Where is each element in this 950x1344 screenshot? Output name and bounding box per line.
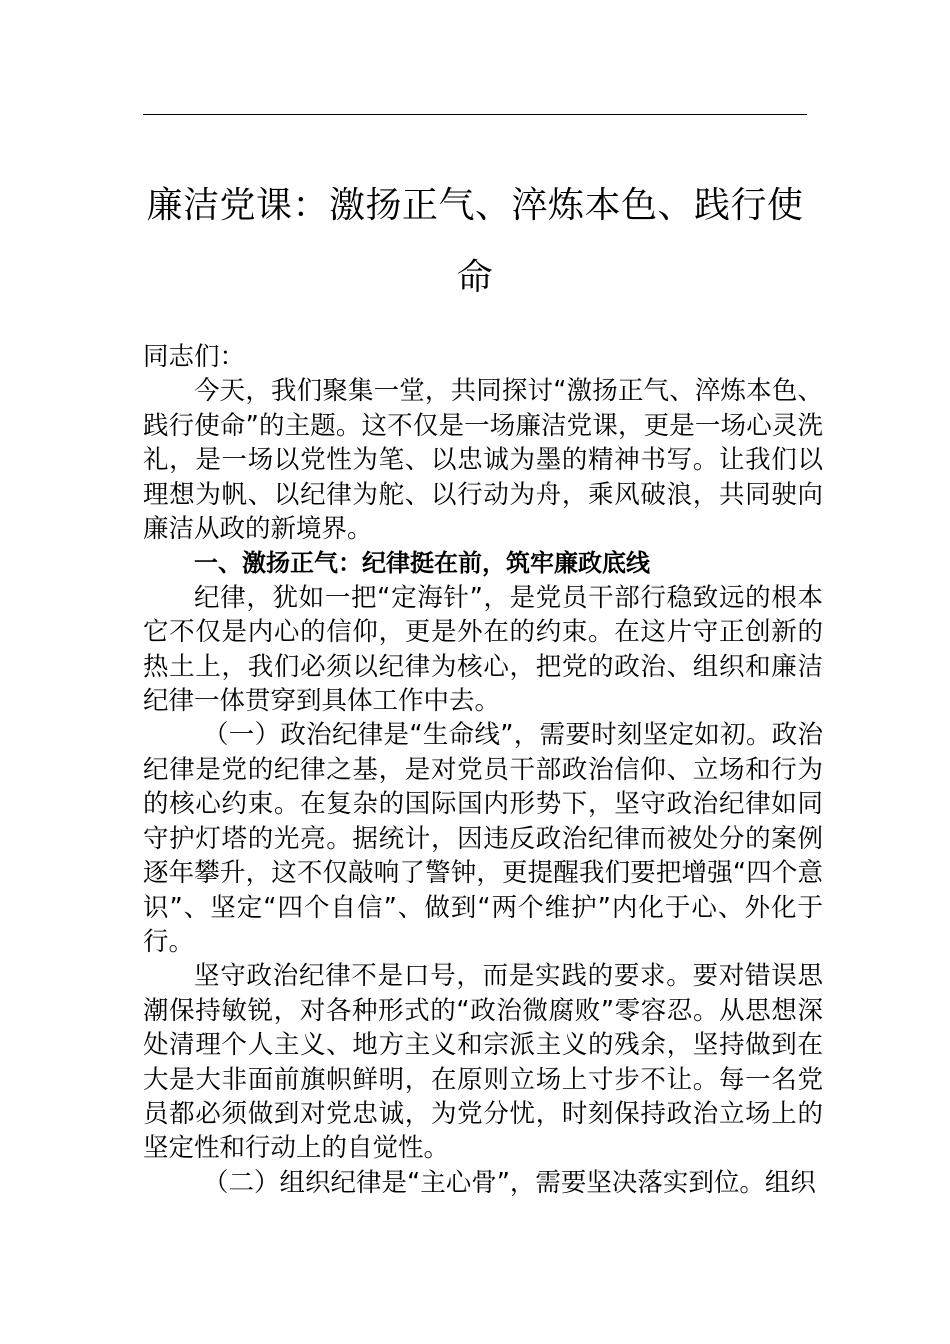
title-line-1: 廉洁党课：激扬正气、淬炼本色、践行使 <box>146 185 804 226</box>
section-heading-1: 一、激扬正气：纪律挺在前，筑牢廉政底线 <box>194 549 650 578</box>
paragraph-intro: 今天，我们聚集一堂，共同探讨“激扬正气、淬炼本色、践行使命”的主题。这不仅是一场廉洁党课，更是一场心灵洗礼，是一场以党性为笔、以忠诚为墨的精神书写。让我们以理想为帆、以纪律为舵、以行动为舟，乘风破浪，共同驶向廉洁从政的新境界。 <box>143 376 823 545</box>
header-rule <box>143 114 807 115</box>
paragraph-political-discipline: （一）政治纪律是“生命线”，需要时刻坚定如初。政治纪律是党的纪律之基，是对党员干部政治信仰、立场和行为的核心约束。在复杂的国际国内形势下，坚守政治纪律如同守护灯塔的光亮。据统计，因违反政治纪律而被处分的案例逐年攀升，这不仅敲响了警钟，更提醒我们要把增强“四个意识”、坚定“四个自信”、做到“两个维护”内化于心、外化于行。 <box>143 720 823 957</box>
document-title <box>143 170 807 314</box>
title-line-2: 命 <box>456 257 494 298</box>
paragraph-organizational-discipline: （二）组织纪律是“主心骨”，需要坚决落实到位。组织 <box>203 1167 816 1198</box>
document-body <box>143 340 823 1200</box>
paragraph-discipline: 纪律，犹如一把“定海针”，是党员干部行稳致远的根本它不仅是内心的信仰，更是外在的约束。在这片守正创新的热土上，我们必须以纪律为核心，把党的政治、组织和廉洁纪律一体贯穿到具体工作中去。 <box>143 582 823 717</box>
paragraph-political-practice: 坚守政治纪律不是口号，而是实践的要求。要对错误思潮保持敏锐，对各种形式的“政治微腐败”零容忍。从思想深处清理个人主义、地方主义和宗派主义的残余，坚持做到在大是大非面前旗帜鲜明，在原则立场上寸步不让。每一名党员都必须做到对党忠诚，为党分忧，时刻保持政治立场上的坚定性和行动上的自觉性。 <box>143 961 823 1164</box>
salutation: 同志们： <box>143 342 246 372</box>
